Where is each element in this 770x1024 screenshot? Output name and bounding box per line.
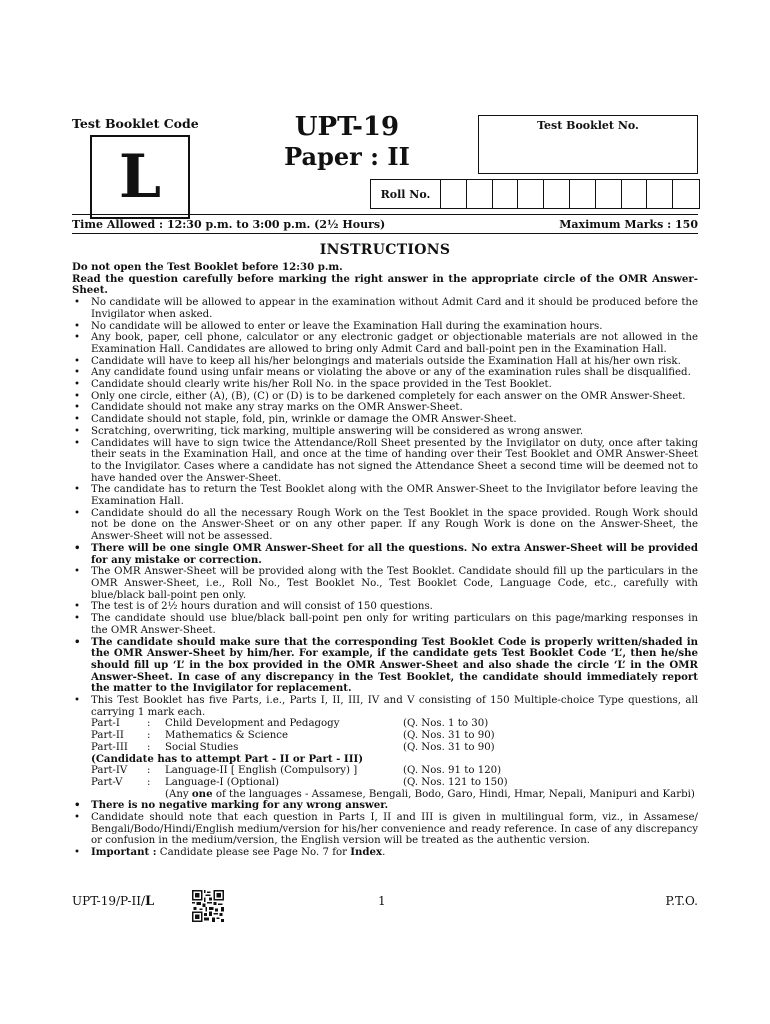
instruction-item: • Candidates will have to sign twice the Attendance/Roll Sheet presented by the Invigilator on duty, once after taking their seats in the Examination Hall, and once at the time of handing over their Test Booklet and OMR Answer-Sheet to the Invigilator. Cases where a candidate has not signed the Attendance Sheet a second time will be deemed not to have handed over the Answer-Sheet.: [72, 438, 698, 485]
part-row: [72, 777, 698, 789]
instruction-list: [72, 800, 698, 859]
important-label: Important :: [91, 846, 157, 859]
part-subject: Language-I (Optional): [165, 776, 280, 788]
instruction-item: • Any candidate found using unfair means or violating the above or any of the examination rules shall be disqualified.: [72, 367, 698, 379]
instruction-item: • Candidate should note that each question in Parts I, II and III is given in multilingual form, viz., in Assamese/ Bengali/Bodo/Hindi/English medium/version for his/her convenience and ready reference. In case of any discrepancy or confusion in the medium/version, the English version will be treated as the authentic version.: [72, 812, 698, 847]
part-separator: :: [147, 765, 151, 777]
title-block: [272, 112, 422, 172]
instruction-item: • This Test Booklet has five Parts, i.e., Parts I, II, III, IV and V consisting of 150 Multiple-choice Type questions, all carrying 1 mark each.: [72, 695, 698, 718]
instruction-lead: Read the question carefully before marking the right answer in the appropriate circle of the OMR Answer-Sheet.: [72, 272, 698, 297]
part-question-range: (Q. Nos. 31 to 90): [403, 730, 495, 742]
part-row: [72, 765, 698, 777]
part-subject: Child Development and Pedagogy: [165, 718, 340, 730]
instruction-item: • The test is of 2½ hours duration and will consist of 150 questions.: [72, 601, 698, 613]
part-name: Part-III: [91, 741, 128, 753]
part-question-range: (Q. Nos. 121 to 150): [403, 776, 508, 788]
parts-table: [72, 718, 698, 800]
language-note-one: one: [191, 787, 213, 800]
instruction-item: • Any book, paper, cell phone, calculator or any electronic gadget or objectionable materials are not allowed in the Examination Hall. Candidates are allowed to bring only Admit Card and ball-point pen in the Examination Hall.: [72, 332, 698, 355]
instruction-item: • No candidate will be allowed to enter or leave the Examination Hall during the examination hours.: [72, 321, 698, 333]
roll-no-cell: [493, 180, 519, 208]
roll-no-cell: [596, 180, 622, 208]
part-separator: :: [147, 776, 151, 788]
please-turn-over: P.T.O.: [665, 894, 698, 908]
part-question-range: (Q. Nos. 91 to 120): [403, 765, 502, 777]
instruction-item: • Only one circle, either (A), (B), (C) or (D) is to be darkened completely for each answer on the OMR Answer-Sheet.: [72, 391, 698, 403]
instruction-item: • There is no negative marking for any wrong answer.: [72, 800, 698, 812]
part-subject: Language-II [ English (Compulsory) ]: [165, 765, 358, 777]
roll-no-cell: [441, 180, 467, 208]
roll-no-cell: [622, 180, 648, 208]
part-row: [72, 730, 698, 742]
instruction-item: • Candidate should clearly write his/her Roll No. in the space provided in the Test Booklet.: [72, 379, 698, 391]
roll-no-label: Roll No.: [371, 180, 441, 208]
instruction-item: [72, 847, 698, 859]
part-row: [72, 742, 698, 754]
instruction-item: • The candidate has to return the Test Booklet along with the OMR Answer-Sheet to the Invigilator before leaving the Examination Hall.: [72, 484, 698, 507]
paper-title: Paper : II: [284, 142, 410, 171]
footer-code-prefix: UPT-19/P-II/: [72, 894, 146, 908]
part-question-range: (Q. Nos. 31 to 90): [403, 741, 495, 753]
instruction-item: • Candidate will have to keep all his/her belongings and materials outside the Examination Hall at his/her own risk.: [72, 356, 698, 368]
test-booklet-no-box: [478, 115, 698, 174]
instruction-list: [72, 297, 698, 718]
part-name: Part-I: [91, 718, 120, 730]
instruction-item: • No candidate will be allowed to appear in the examination without Admit Card and it should be produced before the Invigilator when asked.: [72, 297, 698, 320]
roll-no-cell: [544, 180, 570, 208]
roll-no-grid: [370, 179, 700, 209]
qr-code-icon: [192, 890, 224, 922]
part-name: Part-V: [91, 776, 123, 788]
roll-no-cell: [570, 180, 596, 208]
page-number: 1: [378, 894, 386, 908]
important-end: .: [382, 847, 386, 859]
part-subject: Social Studies: [165, 741, 239, 753]
part-separator: :: [147, 741, 151, 753]
instructions-body: [72, 262, 698, 859]
test-booklet-code-box: L: [90, 135, 190, 219]
part-separator: :: [147, 730, 151, 742]
important-text: Candidate please see Page No. 7 for: [156, 847, 351, 859]
maximum-marks: Maximum Marks : 150: [559, 218, 698, 231]
time-allowed: Time Allowed : 12:30 p.m. to 3:00 p.m. (2½ Hours): [72, 218, 386, 231]
time-marks-row: [72, 214, 698, 234]
roll-no-cell: [467, 180, 493, 208]
part-name: Part-IV: [91, 765, 128, 777]
page-footer: [72, 890, 698, 930]
instruction-item: • Candidate should do all the necessary Rough Work on the Test Booklet in the space provided. Rough Work should not be done on the Answer-Sheet or on any other paper. If any Rough Work is done on the Answer-Sheet, the Answer-Sheet will not be assessed.: [72, 508, 698, 543]
exam-title: UPT-19: [294, 112, 400, 142]
roll-no-cell: [518, 180, 544, 208]
instruction-item: • The candidate should use blue/black ball-point pen only for writing particulars on this page/marking responses in the OMR Answer-Sheet.: [72, 613, 698, 636]
part-question-range: (Q. Nos. 1 to 30): [403, 718, 489, 730]
instruction-item: • The candidate should make sure that the corresponding Test Booklet Code is properly written/shaded in the OMR Answer-Sheet by him/her. For example, if the candidate gets Test Booklet Code ‘L’, then he/she should fill up ‘L’ in the box provided in the OMR Answer-Sheet and also shade the circle ‘L’ in the OMR Answer-Sheet. In case of any discrepancy in the Test Booklet, the candidate should immediately report the matter to the Invigilator for replacement.: [72, 637, 698, 696]
instruction-item: • Scratching, overwriting, tick marking, multiple answering will be considered as wrong answer.: [72, 426, 698, 438]
instruction-item: • Candidate should not staple, fold, pin, wrinkle or damage the OMR Answer-Sheet.: [72, 414, 698, 426]
index-reference: Index: [350, 846, 383, 859]
instruction-item: • There will be one single OMR Answer-Sheet for all the questions. No extra Answer-Sheet will be provided for any mistake or correction.: [72, 543, 698, 566]
instructions-heading: INSTRUCTIONS: [319, 242, 451, 258]
language-note-post: of the languages - Assamese, Bengali, Bodo, Garo, Hindi, Hmar, Nepali, Manipuri and Karbi): [212, 788, 695, 800]
language-note-pre: (Any: [165, 788, 192, 800]
roll-no-cell: [673, 180, 699, 208]
part-separator: :: [147, 718, 151, 730]
part-name: Part-II: [91, 730, 124, 742]
test-booklet-code-label: Test Booklet Code: [72, 116, 199, 131]
footer-code-letter: L: [145, 894, 155, 909]
instruction-item: • The OMR Answer-Sheet will be provided along with the Test Booklet. Candidate should fill up the particulars in the OMR Answer-Sheet, i.e., Roll No., Test Booklet No., Test Booklet Code, Language Code, etc., carefully with blue/black ball-point pen only.: [72, 566, 698, 601]
attempt-note: (Candidate has to attempt Part - II or Part - III): [91, 752, 364, 765]
roll-no-cell: [647, 180, 673, 208]
part-subject: Mathematics & Science: [165, 730, 289, 742]
part-row: [72, 718, 698, 730]
instruction-item: • Candidate should not make any stray marks on the OMR Answer-Sheet.: [72, 402, 698, 414]
test-booklet-no-label: Test Booklet No.: [537, 119, 639, 132]
instruction-lead: Do not open the Test Booklet before 12:30 p.m.: [72, 261, 343, 273]
footer-code: [72, 894, 154, 909]
